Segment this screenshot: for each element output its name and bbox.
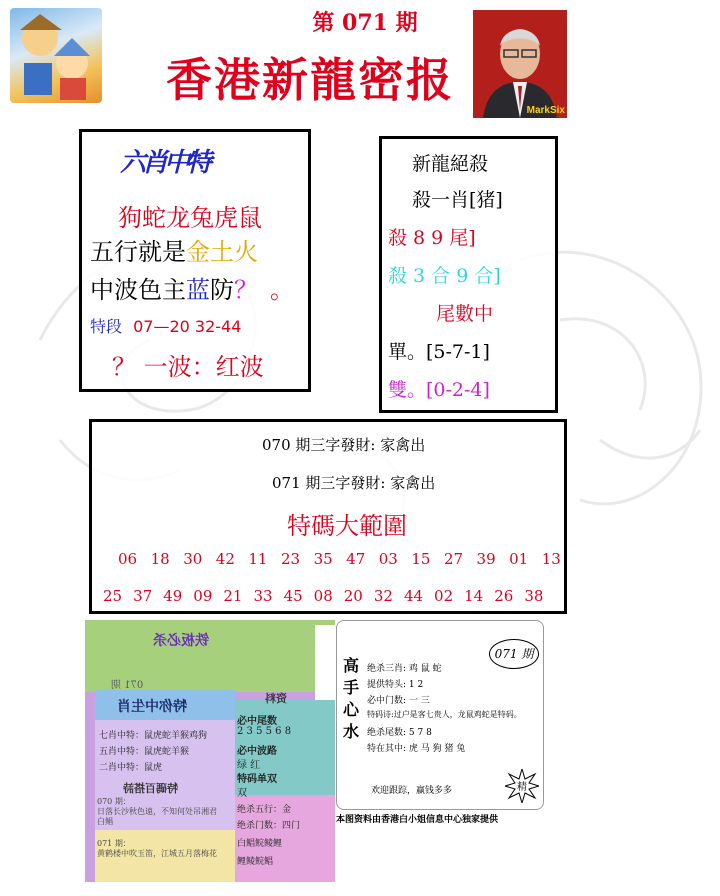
iron-plate-title: 铁板必杀 — [153, 633, 209, 649]
special-within-label: 特在其中: — [367, 744, 407, 754]
must-tail-label: 必中尾数 — [237, 716, 277, 727]
marksix-logo: MarkSix — [526, 105, 565, 116]
range-title: 特碼大範圍 — [287, 512, 407, 540]
must-door-value: 一 三 — [408, 696, 430, 706]
expert-side-title: 高手心水 — [343, 656, 360, 741]
special-within-value: 虎 马 狗 猪 兔 — [408, 744, 466, 754]
wave-question: ？ — [234, 276, 258, 304]
special-range-box — [89, 419, 567, 614]
poem-070: 日落长沙秋色遠，不知何处吊湘君 — [97, 807, 217, 816]
iron-plate-panel — [85, 620, 335, 882]
footer-note: 本图资料由香港白小姐信息中心独家提供 — [336, 815, 499, 825]
special-poem-title: 特碼百搭詩 — [123, 782, 178, 795]
special-range-label: 特段 — [90, 317, 123, 336]
even-tail-numbers: 雙。[0-2-4] — [388, 379, 490, 401]
data-label: 资料 — [265, 692, 287, 705]
seven-zodiac-special: 七肖中特：鼠虎蛇羊猴鸡狗 — [99, 731, 208, 741]
five-zodiac-special: 五肖中特：鼠虎蛇羊猴 — [99, 747, 190, 757]
must-wave-value: 绿 红 — [237, 760, 261, 771]
must-door — [367, 693, 430, 706]
range-number: 18 — [150, 550, 170, 568]
five-elements-line — [90, 232, 258, 267]
issue-number: 第 071 期 — [312, 10, 418, 36]
three-word-071: 071 期三字發財: 家禽出 — [272, 474, 436, 492]
wave-dot: 。 — [270, 276, 294, 304]
range-number: 06 — [118, 550, 138, 568]
number-row-2 — [103, 587, 554, 605]
range-number: 49 — [163, 587, 183, 605]
range-number: 27 — [443, 550, 464, 568]
special-head-value: 1 2 — [408, 680, 424, 690]
expert-panel — [336, 620, 544, 810]
six-zodiac-box — [79, 129, 311, 392]
kill-three-value: 鸡 鼠 蛇 — [408, 664, 442, 674]
range-number: 02 — [434, 587, 454, 605]
range-number: 23 — [280, 550, 301, 568]
zodiac-list: 狗蛇龙兔虎鼠 — [118, 204, 262, 232]
iron-plate-issue: 071 期 — [111, 680, 144, 691]
range-number: 09 — [193, 587, 213, 605]
range-number: 25 — [103, 587, 123, 605]
range-number: 26 — [494, 587, 514, 605]
range-number: 13 — [541, 550, 561, 568]
kill-element: 绝杀五行：金 — [237, 805, 292, 815]
range-number: 21 — [223, 587, 243, 605]
kill-box — [379, 136, 558, 413]
welcome-text: 欢迎跟踪，赢钱多多 — [371, 786, 453, 796]
range-number: 08 — [313, 587, 333, 605]
kill-door: 绝杀门数：四门 — [237, 821, 301, 831]
fish-line-2: 鲤鲮鲩鲳 — [237, 857, 274, 867]
wave-value: 蓝 — [186, 276, 210, 304]
fish-line-1: 白鲳鲩鲮鲤 — [237, 839, 283, 849]
special-range-line — [90, 314, 241, 337]
kill-tail-value: 5 7 8 — [408, 728, 432, 738]
odd-even-value: 双 — [237, 788, 247, 799]
range-number: 42 — [215, 550, 235, 568]
issue-bubble: 071 期 — [489, 639, 539, 669]
special-range-value: 07—20 32-44 — [133, 317, 242, 336]
range-number: 01 — [509, 550, 529, 568]
range-number: 11 — [248, 550, 268, 568]
range-number: 44 — [403, 587, 424, 605]
range-number: 35 — [313, 550, 333, 568]
poem-070-head: 070 期： — [97, 797, 131, 806]
odd-tail-numbers: 單。[5-7-1] — [388, 341, 490, 363]
five-elements-prefix: 五行就是 — [90, 238, 186, 266]
must-wave-label: 必中波路 — [237, 746, 277, 757]
wave-prefix: 中波色主 — [90, 276, 186, 304]
poem-071-head: 071 期： — [97, 839, 131, 848]
range-number: 14 — [464, 587, 484, 605]
range-number: 39 — [476, 550, 496, 568]
kill-zodiac: 殺一肖[猪] — [412, 189, 503, 211]
range-number: 30 — [183, 550, 203, 568]
kill-combo: 殺 3 合 9 合] — [388, 265, 501, 287]
range-number: 45 — [283, 587, 303, 605]
kill-three-label: 绝杀三肖: — [367, 664, 407, 674]
six-zodiac-heading: 六肖中特 — [120, 148, 209, 178]
range-number: 03 — [378, 550, 398, 568]
poem-071: 黄鹤楼中吹玉笛，江城五月落梅花 — [97, 849, 217, 858]
main-title: 香港新龍密报 — [166, 53, 454, 107]
poem-070-answer: 白鲳 — [97, 817, 113, 826]
wave-suffix: 防 — [210, 276, 234, 304]
range-number: 47 — [346, 550, 366, 568]
range-number: 38 — [524, 587, 544, 605]
three-word-070: 070 期三字發財: 家禽出 — [262, 436, 426, 454]
range-number: 33 — [253, 587, 273, 605]
range-number: 37 — [133, 587, 153, 605]
special-within — [367, 741, 465, 754]
special-poem-value: 过户是客七贵人，龙鼠鸡蛇是特码。 — [393, 710, 522, 719]
special-zodiac-title: 特你中生肖 — [117, 699, 187, 715]
burst-badge-icon — [505, 769, 539, 803]
kill-tail-label: 绝杀尾数: — [367, 728, 407, 738]
kill-tail-numbers — [367, 725, 432, 738]
tail-number-title: 尾數中 — [436, 303, 494, 325]
must-door-label: 必中门数: — [367, 696, 407, 706]
cartoon-mascot-image — [10, 8, 102, 103]
range-number: 15 — [411, 550, 431, 568]
five-elements-value: 金土火 — [186, 238, 258, 266]
special-poem-label: 特码诗: — [367, 710, 394, 719]
wave-color-line — [90, 270, 294, 305]
must-tail-value: 2 3 5 5 6 8 — [237, 726, 292, 737]
presenter-photo — [473, 10, 567, 118]
burst-badge-text: 精 — [517, 782, 527, 793]
range-number: 20 — [343, 587, 363, 605]
range-number: 32 — [373, 587, 393, 605]
kill-title: 新龍絕殺 — [412, 153, 489, 175]
special-head — [367, 677, 423, 690]
special-poem — [367, 709, 522, 720]
number-row-1 — [118, 550, 574, 568]
one-wave-line: ？ 一波：红波 — [112, 353, 264, 381]
two-zodiac-special: 二肖中特：鼠虎 — [99, 763, 163, 773]
kill-tail: 殺 8 9 尾] — [388, 227, 476, 249]
kill-three-zodiac — [367, 661, 442, 674]
odd-even-label: 特码单双 — [237, 774, 277, 785]
special-head-label: 提供特头: — [367, 680, 407, 690]
